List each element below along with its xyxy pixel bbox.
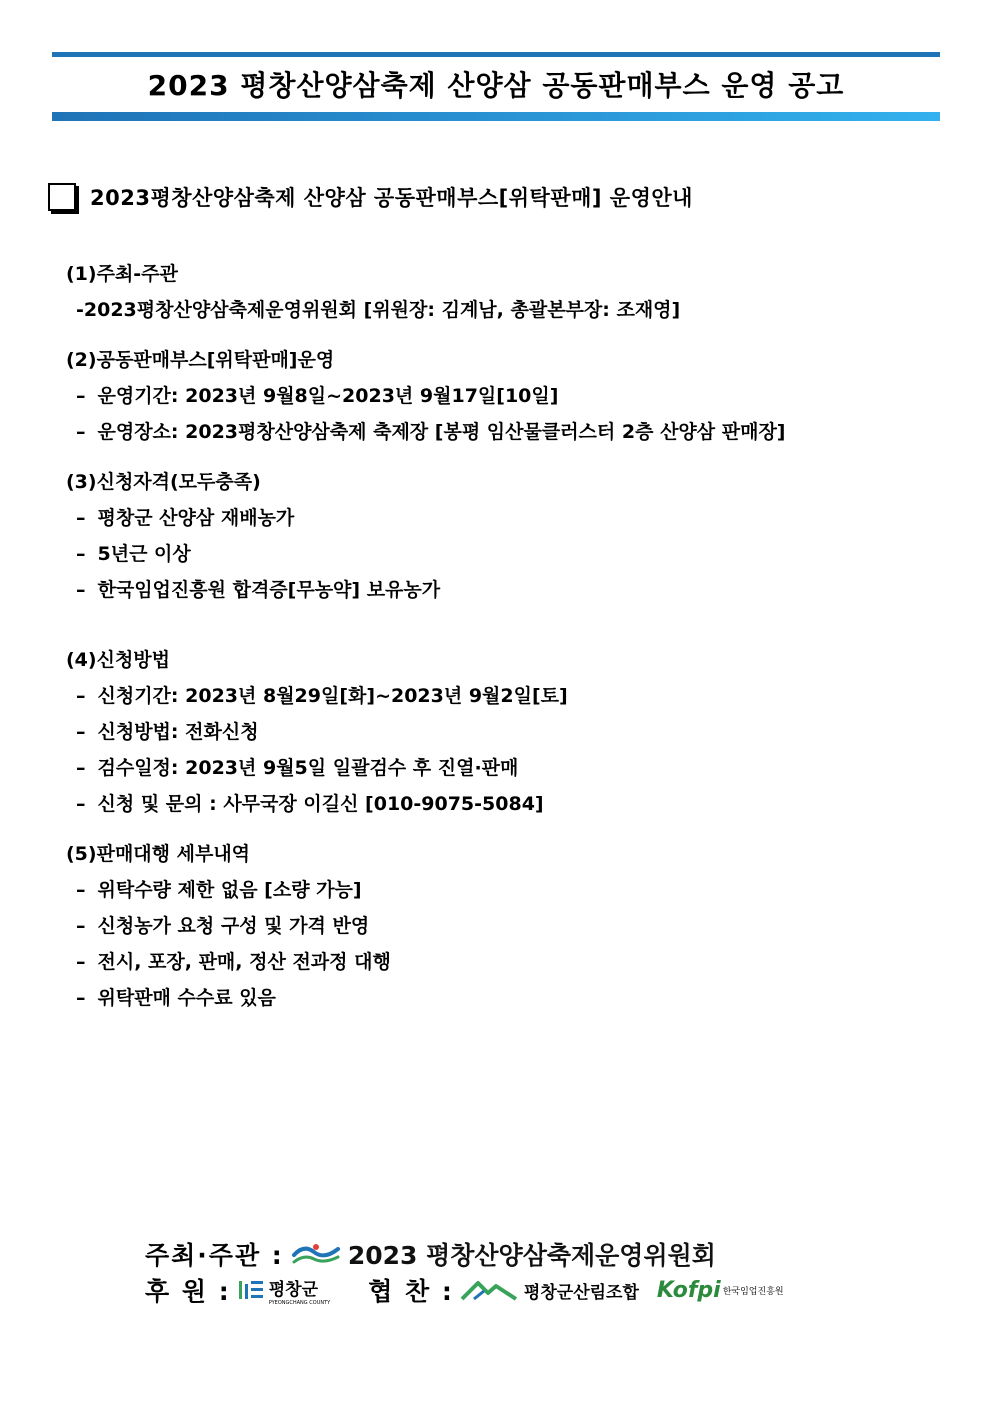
title-rule-bottom bbox=[52, 112, 940, 121]
block-host bbox=[66, 256, 926, 328]
list-item: – 한국임업진흥원 합격증[무농약] 보유농가 bbox=[66, 572, 926, 608]
list-item: – 신청기간: 2023년 8월29일[화]~2023년 9월2일[토] bbox=[66, 678, 926, 714]
list-item: – 운영장소: 2023평창산양삼축제 축제장 [봉평 임산물클러스터 2층 산양삼 판매장] bbox=[66, 414, 926, 450]
section-title: 2023평창산양삼축제 산양삼 공동판매부스[위탁판매] 운영안내 bbox=[90, 186, 693, 210]
block-heading: (1)주최-주관 bbox=[66, 263, 178, 285]
sponsor-subtitle: PYEONGCHANG COUNTY bbox=[268, 1299, 331, 1306]
festival-logo-icon bbox=[290, 1242, 342, 1266]
kofpi-subtitle: 한국임업진흥원 bbox=[722, 1286, 784, 1297]
host-organization: 2023 평창산양삼축제운영위원회 bbox=[347, 1241, 716, 1270]
list-item: – 위탁판매 수수료 있음 bbox=[66, 980, 926, 1016]
host-label: 주최·주관 : bbox=[145, 1241, 284, 1270]
coop-organization: 평창군산림조합 bbox=[523, 1282, 639, 1303]
notice-content bbox=[66, 256, 926, 1030]
list-item: – 위탁수량 제한 없음 [소량 가능] bbox=[66, 872, 926, 908]
list-item: – 전시, 포장, 판매, 정산 전과정 대행 bbox=[66, 944, 926, 980]
kofpi-logo-text: Kofpi bbox=[656, 1277, 721, 1303]
document-title: 2023 평창산양삼축제 산양삼 공동판매부스 운영 공고 bbox=[147, 69, 845, 102]
block-heading: (3)신청자격(모두충족) bbox=[66, 471, 261, 493]
list-item: – 평창군 산양삼 재배농가 bbox=[66, 500, 926, 536]
list-item: -2023평창산양삼축제운영위원회 [위원장: 김계남, 총괄본부장: 조재영] bbox=[76, 299, 681, 321]
forestry-cooperative-logo-icon bbox=[460, 1277, 518, 1303]
host-row bbox=[145, 1236, 865, 1272]
block-heading: (5)판매대행 세부내역 bbox=[66, 843, 251, 865]
list-item: – 신청 및 문의 : 사무국장 이길신 [010-9075-5084] bbox=[66, 786, 926, 822]
block-eligibility bbox=[66, 464, 926, 608]
block-heading: (2)공동판매부스[위탁판매]운영 bbox=[66, 349, 335, 371]
block-heading: (4)신청방법 bbox=[66, 649, 171, 671]
list-item: – 5년근 이상 bbox=[66, 536, 926, 572]
coop-label: 협 찬 : bbox=[368, 1277, 454, 1306]
title-rule-top bbox=[52, 52, 940, 57]
sponsor-organization: 평창군 bbox=[268, 1279, 318, 1300]
checkbox-icon bbox=[48, 183, 76, 211]
block-operation bbox=[66, 342, 926, 450]
kofpi-logo bbox=[657, 1277, 784, 1303]
block-details bbox=[66, 836, 926, 1016]
sponsor-row bbox=[145, 1272, 865, 1308]
list-item: – 검수일정: 2023년 9월5일 일괄검수 후 진열·판매 bbox=[66, 750, 926, 786]
block-application bbox=[66, 642, 926, 822]
list-item: – 운영기간: 2023년 9월8일~2023년 9월17일[10일] bbox=[66, 378, 926, 414]
county-logo-icon bbox=[237, 1278, 265, 1302]
sponsor-label: 후 원 : bbox=[145, 1277, 231, 1306]
list-item: – 신청농가 요청 구성 및 가격 반영 bbox=[66, 908, 926, 944]
list-item: – 신청방법: 전화신청 bbox=[66, 714, 926, 750]
footer-credits bbox=[145, 1236, 865, 1308]
section-heading bbox=[48, 182, 693, 212]
